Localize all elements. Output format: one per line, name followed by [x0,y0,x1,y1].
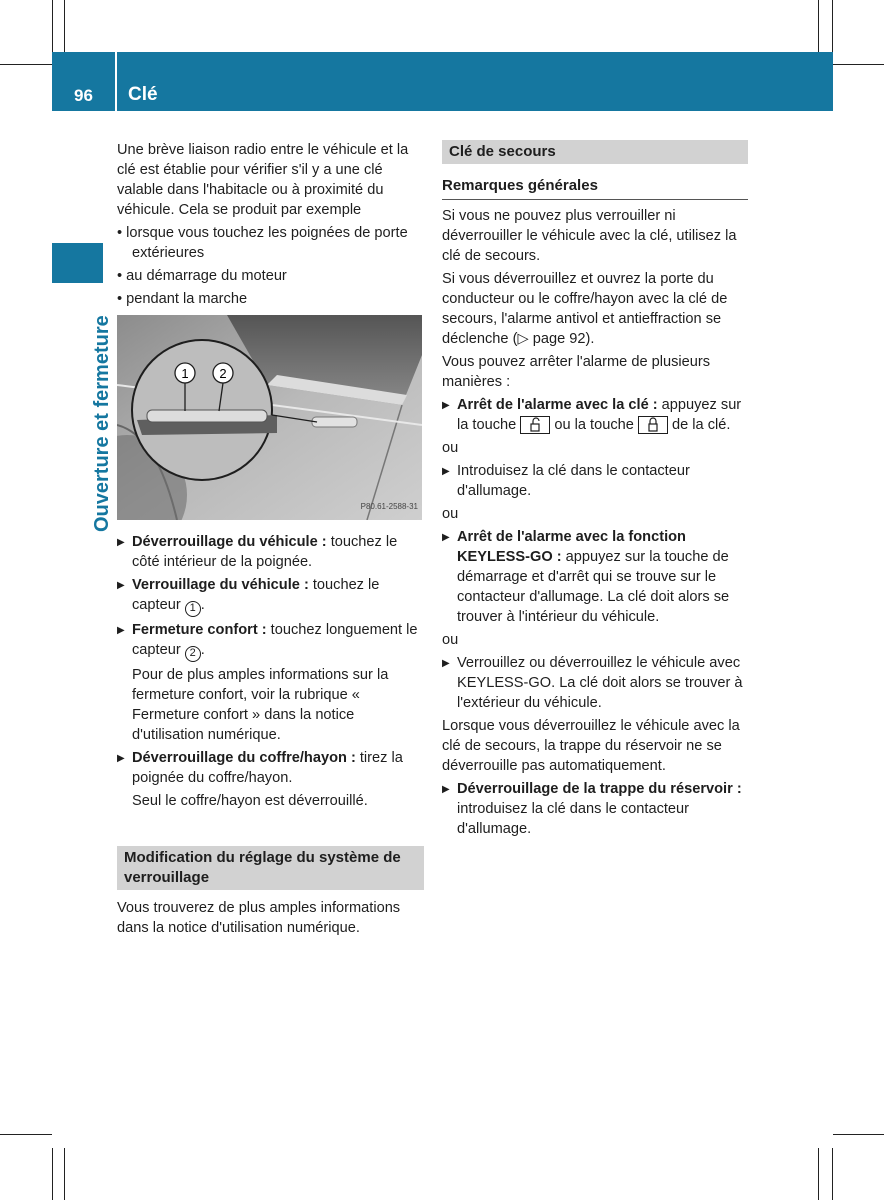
callout-1-inline: 1 [185,601,201,617]
crop-mark [833,64,884,65]
crop-mark [0,64,52,65]
page-title: Clé [128,84,158,105]
subheading-general-notes: Remarques générales [442,176,748,200]
locking-settings-paragraph: Vous trouverez de plus amples informations dans la notice d'utilisation numérique. [117,900,401,936]
crop-mark [52,1148,53,1200]
intro-paragraph: Une brève liaison radio entre le véhicule et la clé est établie pour vérifier s'il y a une clé valable dans l'habitacle ou à proximité du véhicule. Cela se produit par exemple [117,142,409,218]
figure-callout-2: 2 [219,366,227,381]
section-heading-locking-settings: Modification du réglage du système de verrouillage [117,846,424,890]
comfort-closing-note: Pour de plus amples informations sur la fermeture confort, voir la rubrique « Fermeture confort » dans la notice d'utilisation numérique. [132,667,389,743]
crop-mark [818,1148,819,1200]
lock-key-icon [638,416,668,434]
list-item: • au démarrage du moteur [117,268,287,284]
step-keyless-lock: ▶ Verrouillez ou déverrouillez le véhicule avec KEYLESS-GO. La clé doit alors se trouver à l'extérieur du véhicule. [442,653,748,713]
step-unlock-trunk: ▶ Déverrouillage du coffre/hayon : tirez la poignée du coffre/hayon. [117,748,424,788]
crop-mark [818,0,819,52]
crop-mark [832,0,833,52]
paragraph: Vous pouvez arrêter l'alarme de plusieurs manières : [442,354,711,390]
figure-code: P80.61-2588-31 [360,502,418,511]
or-separator: ou [442,506,459,522]
crop-mark [832,1148,833,1200]
chapter-label: Ouverture et fermeture [91,315,113,532]
right-column [442,140,748,842]
step-lock-vehicle: ▶ Verrouillage du véhicule : touchez le capteur 1 . [117,575,424,617]
crop-mark [833,1134,884,1135]
car-door-illustration [117,315,422,520]
left-column [117,140,424,941]
door-handle-figure [117,315,422,520]
step-unlock-fuel-flap: ▶ Déverrouillage de la trappe du réservoir : introduisez la clé dans le contacteur d'allumage. [442,779,748,839]
chapter-tab [52,243,103,283]
page-number: 96 [74,86,93,105]
crop-mark [0,1134,52,1135]
list-item: • pendant la marche [117,291,248,307]
header-separator [115,52,117,111]
paragraph: Si vous ne pouvez plus verrouiller ni déverrouiller le véhicule avec la clé, utilisez la clé de secours. [442,208,737,264]
figure-callout-1: 1 [181,366,189,381]
step-stop-alarm-key: ▶ Arrêt de l'alarme avec la clé : appuyez sur la touche ou la touche de la clé. [442,395,748,435]
crop-mark [64,1148,65,1200]
paragraph: Lorsque vous déverrouillez le véhicule avec la clé de secours, la trappe du réservoir ne se déverrouille pas automatiquement. [442,718,740,774]
section-heading-emergency-key: Clé de secours [442,140,748,164]
trunk-note: Seul le coffre/hayon est déverrouillé. [132,793,368,809]
list-item: • lorsque vous touchez les poignées de porte extérieures [117,225,408,261]
step-stop-alarm-keyless: ▶ Arrêt de l'alarme avec la fonction KEYLESS-GO : appuyez sur la touche de démarrage et d'arrêt qui se trouve sur le contacteur d'allumage. La clé doit alors se trouver à l'intérieur du véhicule. [442,527,748,627]
crop-mark [52,0,53,52]
step-comfort-closing: ▶ Fermeture confort : touchez longuement le capteur 2 . [117,620,424,662]
paragraph: Si vous déverrouillez et ouvrez la porte du conducteur ou le coffre/hayon avec la clé de secours, l'alarme antivol et antieffraction se déclenche (▷ page 92). [442,271,728,347]
crop-mark [64,0,65,52]
header-bar [52,52,833,111]
or-separator: ou [442,440,459,456]
step-unlock-vehicle: ▶ Déverrouillage du véhicule : touchez le côté intérieur de la poignée. [117,532,424,572]
step-insert-key: ▶ Introduisez la clé dans le contacteur d'allumage. [442,461,748,501]
or-separator: ou [442,632,459,648]
callout-2-inline: 2 [185,646,201,662]
unlock-key-icon [520,416,550,434]
